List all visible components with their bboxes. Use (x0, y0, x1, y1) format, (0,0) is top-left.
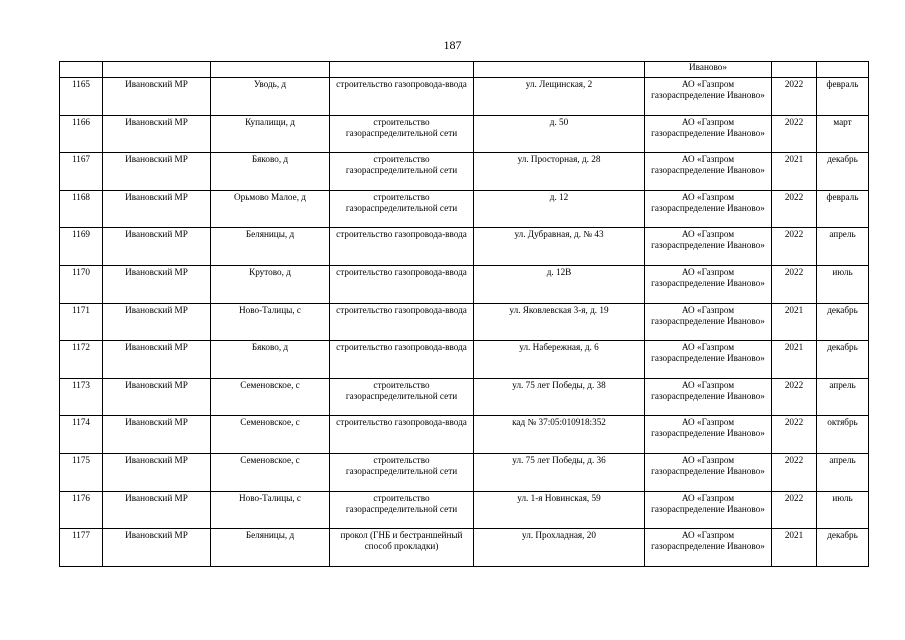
cell-year (772, 62, 817, 78)
cell-district: Ивановский МР (103, 265, 211, 303)
cell-work (330, 62, 474, 78)
cell-work: строительство газораспределительной сети (330, 153, 474, 191)
cell-district: Ивановский МР (103, 78, 211, 116)
cell-address: д. 50 (474, 115, 645, 153)
table-row (60, 416, 869, 454)
cell-month (817, 62, 869, 78)
cell-address: ул. Лещинская, 2 (474, 78, 645, 116)
cell-work: строительство газораспределительной сети (330, 453, 474, 491)
cell-operator: АО «Газпром газораспределение Иваново» (645, 78, 772, 116)
cell-work: строительство газопровода-ввода (330, 303, 474, 341)
cell-address: ул. 75 лет Победы, д. 38 (474, 378, 645, 416)
table-row (60, 529, 869, 567)
cell-settlement: Семеновское, с (211, 453, 330, 491)
cell-month: июль (817, 265, 869, 303)
cell-operator: АО «Газпром газораспределение Иваново» (645, 303, 772, 341)
cell-operator: АО «Газпром газораспределение Иваново» (645, 416, 772, 454)
cell-address: ул. Дубравная, д. № 43 (474, 228, 645, 266)
cell-year: 2022 (772, 265, 817, 303)
cell-work: строительство газопровода-ввода (330, 78, 474, 116)
cell-district: Ивановский МР (103, 416, 211, 454)
table-row (60, 190, 869, 228)
table-row (60, 378, 869, 416)
table-row (60, 491, 869, 529)
cell-address: ул. Яковлевская 3-я, д. 19 (474, 303, 645, 341)
cell-num: 1177 (60, 529, 103, 567)
table-row (60, 265, 869, 303)
cell-district: Ивановский МР (103, 529, 211, 567)
page-number: 187 (443, 38, 462, 52)
cell-district: Ивановский МР (103, 115, 211, 153)
cell-month: февраль (817, 190, 869, 228)
cell-year: 2021 (772, 153, 817, 191)
cell-num: 1175 (60, 453, 103, 491)
cell-year: 2022 (772, 378, 817, 416)
cell-month: октябрь (817, 416, 869, 454)
cell-district: Ивановский МР (103, 153, 211, 191)
cell-month: февраль (817, 78, 869, 116)
cell-settlement: Семеновское, с (211, 378, 330, 416)
cell-work: строительство газопровода-ввода (330, 341, 474, 379)
cell-num: 1166 (60, 115, 103, 153)
table-row (60, 153, 869, 191)
cell-settlement: Ново-Талицы, с (211, 491, 330, 529)
cell-month: декабрь (817, 303, 869, 341)
table-body (60, 62, 869, 567)
cell-year: 2021 (772, 529, 817, 567)
cell-district: Ивановский МР (103, 378, 211, 416)
cell-num: 1172 (60, 341, 103, 379)
cell-year: 2021 (772, 303, 817, 341)
cell-year: 2022 (772, 453, 817, 491)
cell-work: строительство газопровода-ввода (330, 416, 474, 454)
cell-address: ул. Набережная, д. 6 (474, 341, 645, 379)
cell-month: март (817, 115, 869, 153)
cell-operator: АО «Газпром газораспределение Иваново» (645, 529, 772, 567)
cell-year: 2022 (772, 190, 817, 228)
cell-address: д. 12 (474, 190, 645, 228)
cell-settlement: Ново-Талицы, с (211, 303, 330, 341)
table-row (60, 115, 869, 153)
cell-num: 1171 (60, 303, 103, 341)
table-row (60, 341, 869, 379)
cell-month: декабрь (817, 341, 869, 379)
cell-num: 1170 (60, 265, 103, 303)
cell-settlement: Купалищи, д (211, 115, 330, 153)
cell-year: 2022 (772, 491, 817, 529)
cell-operator: АО «Газпром газораспределение Иваново» (645, 265, 772, 303)
cell-settlement: Уводь, д (211, 78, 330, 116)
gasification-table (59, 61, 869, 567)
cell-address: ул. Просторная, д. 28 (474, 153, 645, 191)
cell-operator: АО «Газпром газораспределение Иваново» (645, 153, 772, 191)
cell-settlement: Семеновское, с (211, 416, 330, 454)
cell-operator: АО «Газпром газораспределение Иваново» (645, 453, 772, 491)
cell-year: 2022 (772, 416, 817, 454)
cell-work: строительство газораспределительной сети (330, 190, 474, 228)
cell-district: Ивановский МР (103, 341, 211, 379)
table-row (60, 303, 869, 341)
cell-address: кад № 37:05:010918:352 (474, 416, 645, 454)
cell-year: 2021 (772, 341, 817, 379)
cell-month: декабрь (817, 529, 869, 567)
cell-address: ул. 1-я Новинская, 59 (474, 491, 645, 529)
cell-operator: АО «Газпром газораспределение Иваново» (645, 190, 772, 228)
cell-num: 1174 (60, 416, 103, 454)
cell-settlement: Беляницы, д (211, 529, 330, 567)
cell-work: строительство газопровода-ввода (330, 228, 474, 266)
cell-operator: АО «Газпром газораспределение Иваново» (645, 341, 772, 379)
cell-num: 1169 (60, 228, 103, 266)
cell-num: 1167 (60, 153, 103, 191)
cell-month: июль (817, 491, 869, 529)
cell-settlement: Орьмово Малое, д (211, 190, 330, 228)
cell-district: Ивановский МР (103, 491, 211, 529)
cell-num: 1165 (60, 78, 103, 116)
cell-settlement (211, 62, 330, 78)
table-row (60, 78, 869, 116)
cell-district: Ивановский МР (103, 303, 211, 341)
cell-work: строительство газораспределительной сети (330, 491, 474, 529)
cell-month: апрель (817, 378, 869, 416)
cell-num (60, 62, 103, 78)
cell-operator: Иваново» (645, 62, 772, 78)
cell-work: строительство газопровода-ввода (330, 265, 474, 303)
cell-work: строительство газораспределительной сети (330, 378, 474, 416)
cell-year: 2022 (772, 115, 817, 153)
cell-num: 1176 (60, 491, 103, 529)
cell-operator: АО «Газпром газораспределение Иваново» (645, 491, 772, 529)
cell-address: ул. Прохладная, 20 (474, 529, 645, 567)
cell-work: прокол (ГНБ и бестраншейный способ прокладки) (330, 529, 474, 567)
cell-district: Ивановский МР (103, 453, 211, 491)
cell-district: Ивановский МР (103, 190, 211, 228)
cell-settlement: Крутово, д (211, 265, 330, 303)
cell-month: декабрь (817, 153, 869, 191)
cell-month: апрель (817, 228, 869, 266)
cell-operator: АО «Газпром газораспределение Иваново» (645, 378, 772, 416)
table-row (60, 453, 869, 491)
cell-address (474, 62, 645, 78)
cell-address: д. 12В (474, 265, 645, 303)
cell-operator: АО «Газпром газораспределение Иваново» (645, 115, 772, 153)
cell-settlement: Бяково, д (211, 153, 330, 191)
cell-month: апрель (817, 453, 869, 491)
cell-operator: АО «Газпром газораспределение Иваново» (645, 228, 772, 266)
cell-district: Ивановский МР (103, 228, 211, 266)
cell-num: 1168 (60, 190, 103, 228)
continuation-row (60, 62, 869, 78)
cell-work: строительство газораспределительной сети (330, 115, 474, 153)
cell-settlement: Бяково, д (211, 341, 330, 379)
cell-settlement: Беляницы, д (211, 228, 330, 266)
cell-year: 2022 (772, 228, 817, 266)
table-row (60, 228, 869, 266)
cell-num: 1173 (60, 378, 103, 416)
cell-district (103, 62, 211, 78)
cell-address: ул. 75 лет Победы, д. 36 (474, 453, 645, 491)
cell-year: 2022 (772, 78, 817, 116)
